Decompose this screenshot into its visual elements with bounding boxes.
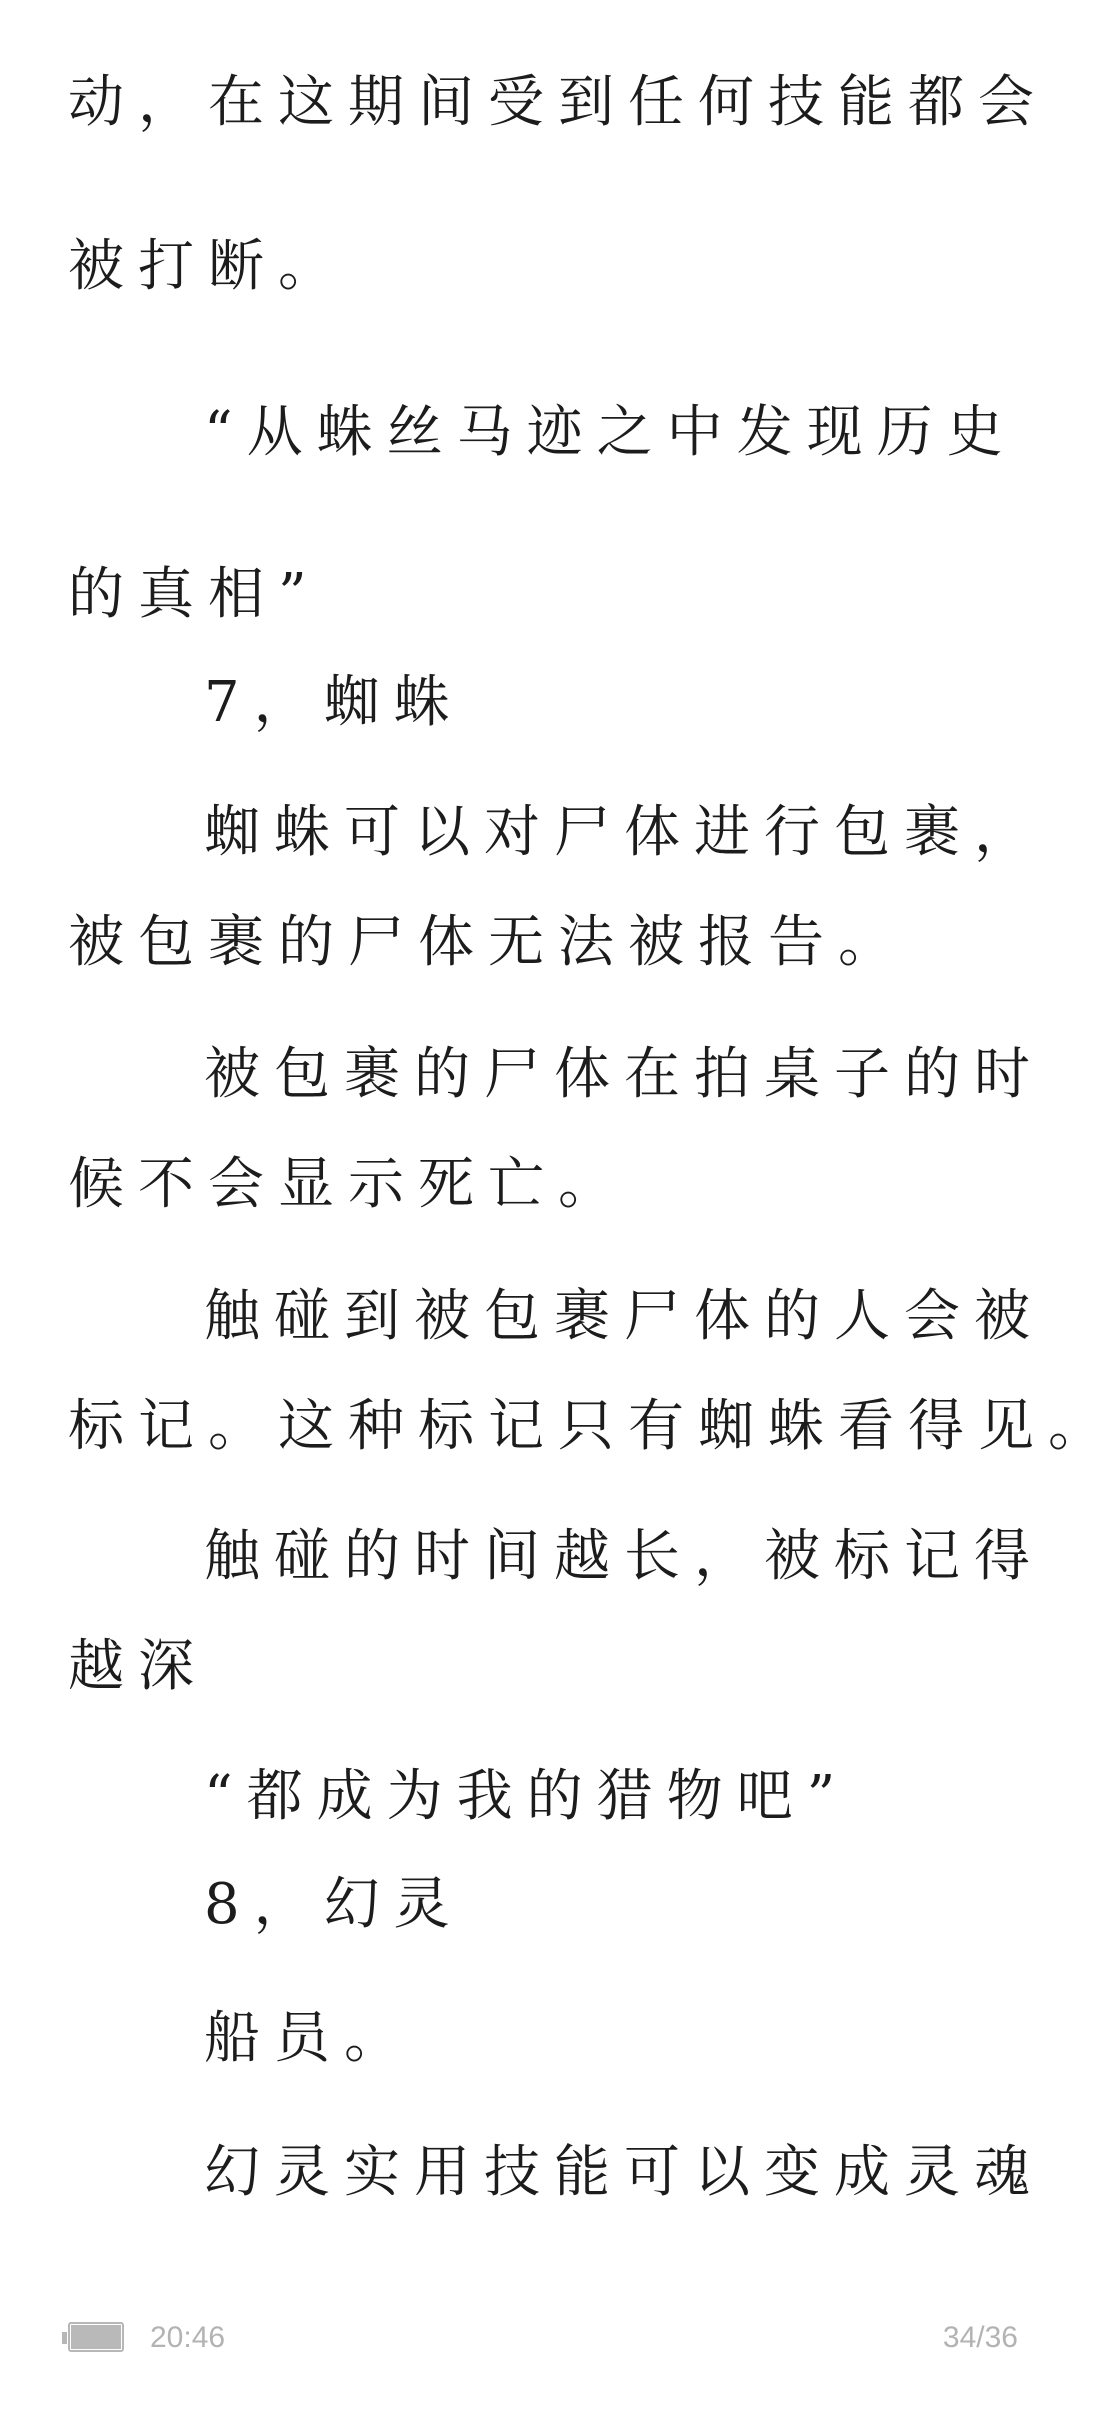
text-line: 被打断。 bbox=[68, 234, 348, 299]
text-line: 幻灵实用技能可以变成灵魂 bbox=[204, 2140, 1044, 2205]
page-indicator: 34/36 bbox=[942, 2321, 1018, 2354]
text-line: 越深 bbox=[68, 1634, 208, 1699]
text-line: 被包裹的尸体无法被报告。 bbox=[68, 910, 908, 975]
text-line: 动，在这期间受到任何技能都会 bbox=[68, 70, 1048, 135]
text-line: “都成为我的猎物吧” bbox=[204, 1764, 850, 1829]
text-line: 7，蜘蛛 bbox=[204, 670, 464, 735]
text-line: 蜘蛛可以对尸体进行包裹， bbox=[204, 800, 1044, 865]
text-line: 标记。这种标记只有蜘蛛看得见。 bbox=[68, 1394, 1118, 1459]
text-line: 触碰到被包裹尸体的人会被 bbox=[204, 1284, 1044, 1349]
text-line: “从蛛丝马迹之中发现历史 bbox=[204, 400, 1017, 465]
text-line: 的真相” bbox=[68, 562, 321, 627]
text-line: 被包裹的尸体在拍桌子的时 bbox=[204, 1042, 1044, 1107]
text-line: 触碰的时间越长，被标记得 bbox=[204, 1524, 1044, 1589]
clock-time: 20:46 bbox=[150, 2321, 226, 2354]
reader-status-bar bbox=[0, 2300, 1080, 2380]
text-line: 船员。 bbox=[204, 2006, 414, 2071]
battery-icon bbox=[62, 2322, 128, 2354]
text-line: 8，幻灵 bbox=[204, 1872, 464, 1937]
text-line: 候不会显示死亡。 bbox=[68, 1152, 628, 1217]
